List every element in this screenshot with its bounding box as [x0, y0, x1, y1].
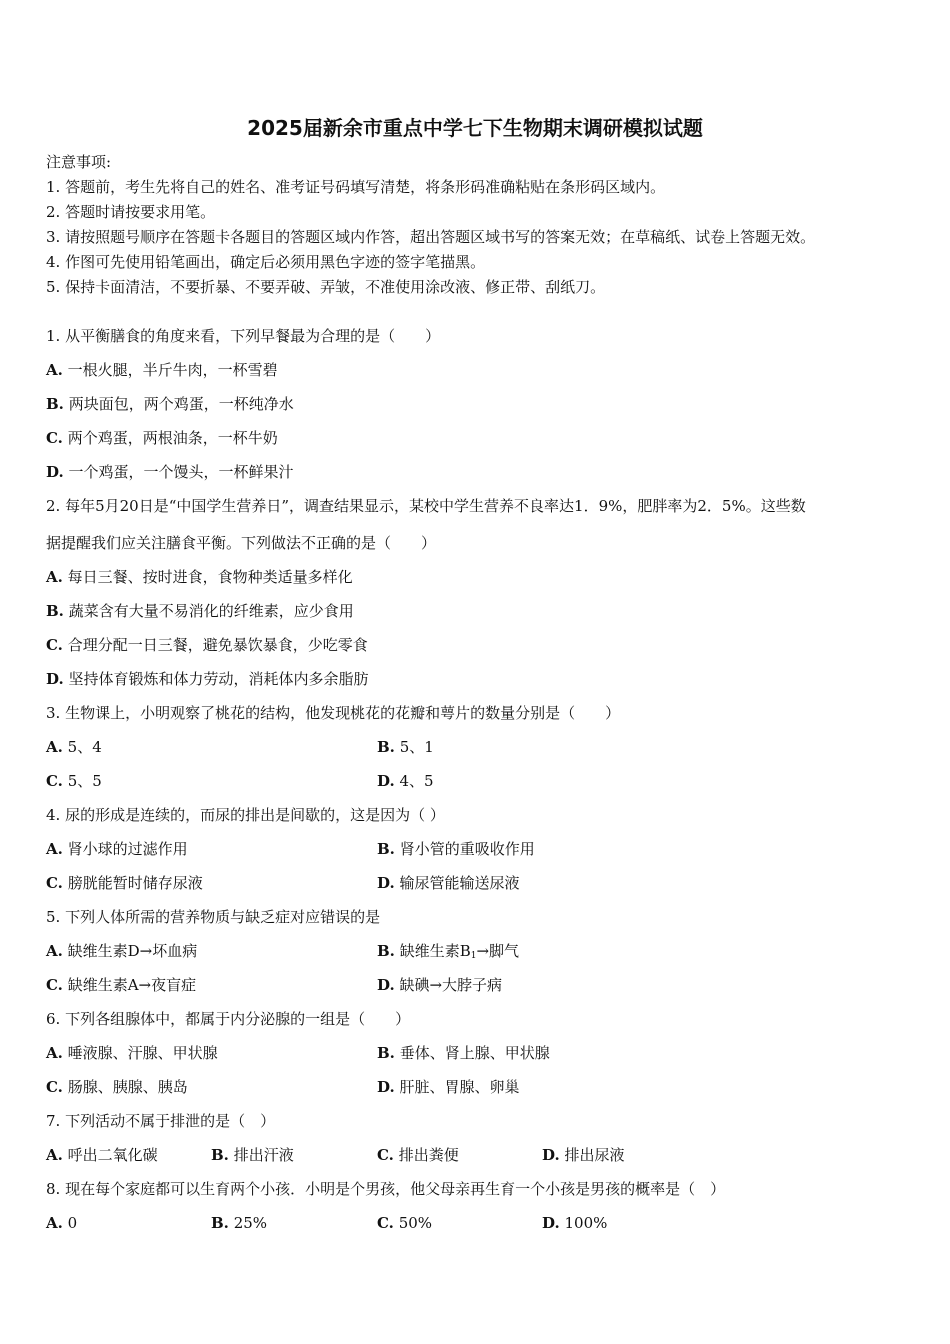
- notice-heading: 注意事项:: [46, 153, 112, 171]
- notice-item: 5. 保持卡面清洁，不要折暴、不要弄破、弄皱，不准使用涂改液、修正带、刮纸刀。: [46, 278, 606, 296]
- option-b: B. 垂体、肾上腺、甲状腺: [377, 1044, 550, 1062]
- option-d: D. 坚持体育锻炼和体力劳动，消耗体内多余脂肪: [46, 670, 369, 688]
- notice-item: 4. 作图可先使用铅笔画出，确定后必须用黑色字迹的签字笔描黑。: [46, 253, 486, 271]
- option-b: B. 25%: [211, 1214, 268, 1232]
- option-b: B. 两块面包，两个鸡蛋，一杯纯净水: [46, 395, 294, 413]
- option-a: A. 肾小球的过滤作用: [46, 840, 188, 858]
- option-a: A. 每日三餐、按时进食，食物种类适量多样化: [46, 568, 353, 586]
- option-d: D. 100%: [542, 1214, 608, 1232]
- option-b: B. 排出汗液: [211, 1146, 294, 1164]
- option-d: D. 排出尿液: [542, 1146, 625, 1164]
- question-stem: 2. 每年5月20日是“中国学生营养日”，调查结果显示，某校中学生营养不良率达1．9%，肥胖率为2．5%。这些数: [46, 497, 806, 515]
- notice-item: 2. 答题时请按要求用笔。: [46, 203, 216, 221]
- option-a: A. 0: [46, 1214, 78, 1232]
- option-c: C. 膀胱能暂时储存尿液: [46, 874, 203, 892]
- option-b: B. 蔬菜含有大量不易消化的纤维素，应少食用: [46, 602, 354, 620]
- option-b: B. 5、1: [377, 738, 434, 756]
- question-stem: 6. 下列各组腺体中，都属于内分泌腺的一组是（ ）: [46, 1010, 411, 1028]
- option-d: D. 输尿管能输送尿液: [377, 874, 520, 892]
- option-a: A. 5、4: [46, 738, 102, 756]
- option-d: D. 一个鸡蛋，一个馒头，一杯鲜果汁: [46, 463, 294, 481]
- page-title: 2025届新余市重点中学七下生物期末调研模拟试题: [247, 116, 703, 140]
- question-stem: 4. 尿的形成是连续的，而尿的排出是间歇的，这是因为（ ）: [46, 806, 445, 824]
- option-c: C. 合理分配一日三餐，避免暴饮暴食，少吃零食: [46, 636, 368, 654]
- option-d: D. 缺碘→大脖子病: [377, 976, 503, 994]
- question-stem: 3. 生物课上，小明观察了桃花的结构，他发现桃花的花瓣和萼片的数量分别是（ ）: [46, 704, 621, 722]
- option-c: C. 缺维生素A→夜盲症: [46, 976, 197, 994]
- option-b: B. 肾小管的重吸收作用: [377, 840, 535, 858]
- question-stem: 7. 下列活动不属于排泄的是（ ）: [46, 1112, 276, 1130]
- question-stem: 8. 现在每个家庭都可以生育两个小孩．小明是个男孩，他父母亲再生育一个小孩是男孩的概率是（ ）: [46, 1180, 726, 1198]
- question-stem: 5. 下列人体所需的营养物质与缺乏症对应错误的是: [46, 908, 381, 926]
- option-b: B. 缺维生素$B_1\to$脚气: [377, 942, 520, 961]
- option-c: C. 肠腺、胰腺、胰岛: [46, 1078, 188, 1096]
- option-a: A. 唾液腺、汗腺、甲状腺: [46, 1044, 218, 1062]
- option-c: C. 两个鸡蛋，两根油条，一杯牛奶: [46, 429, 278, 447]
- question-stem: 1. 从平衡膳食的角度来看，下列早餐最为合理的是（ ）: [46, 327, 441, 345]
- notice-item: 3. 请按照题号顺序在答题卡各题目的答题区域内作答，超出答题区域书写的答案无效；在草稿纸、试卷上答题无效。: [46, 228, 816, 246]
- option-c: C. 5、5: [46, 772, 102, 790]
- option-c: C. 50%: [377, 1214, 433, 1232]
- notice-item: 1. 答题前，考生先将自己的姓名、准考证号码填写清楚，将条形码准确粘贴在条形码区域内。: [46, 178, 666, 196]
- option-d: D. 肝脏、胃腺、卵巢: [377, 1078, 520, 1096]
- option-a: A. 呼出二氧化碳: [46, 1146, 158, 1164]
- option-a: A. 一根火腿，半斤牛肉，一杯雪碧: [46, 361, 278, 379]
- option-d: D. 4、5: [377, 772, 434, 790]
- option-c: C. 排出粪便: [377, 1146, 459, 1164]
- question-stem-continued: 据提醒我们应关注膳食平衡。下列做法不正确的是（ ）: [46, 534, 437, 552]
- option-a: A. 缺维生素D→坏血病: [46, 942, 198, 960]
